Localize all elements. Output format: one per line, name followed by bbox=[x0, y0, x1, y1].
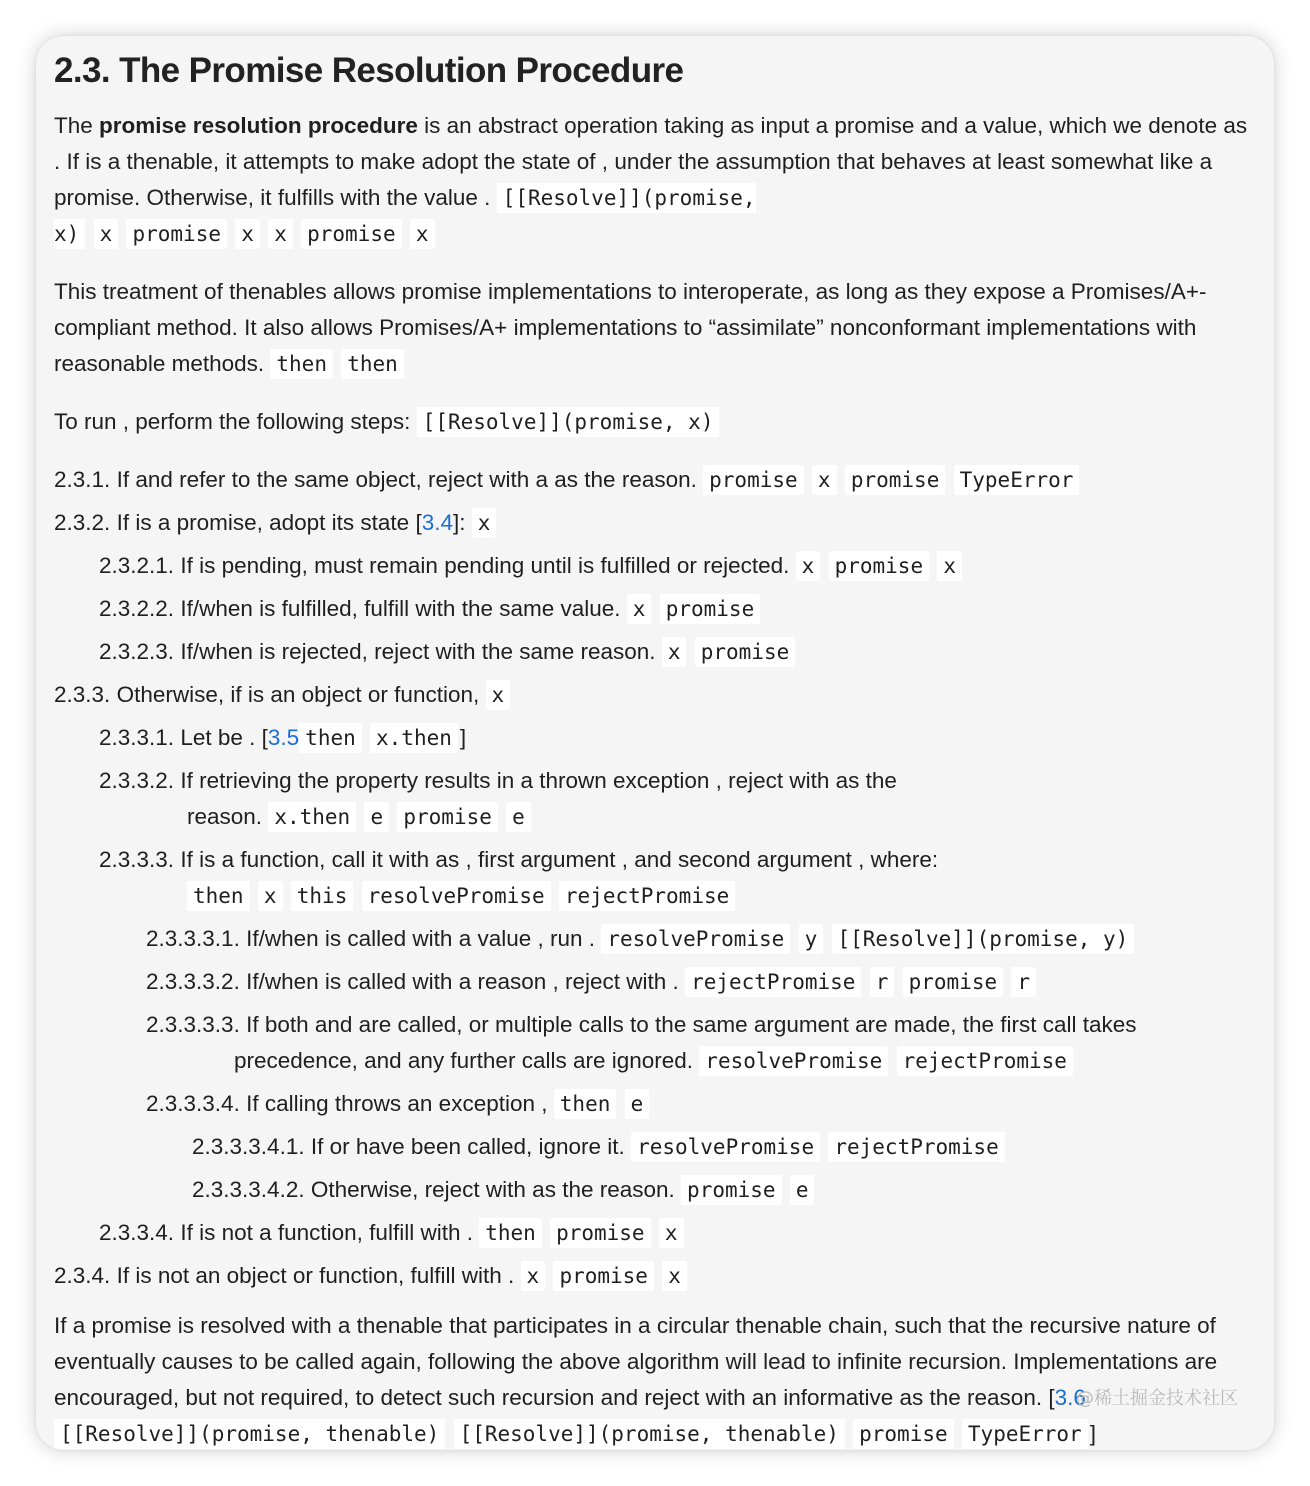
code-snippet: x.then bbox=[268, 802, 356, 832]
code-snippet: x bbox=[472, 508, 497, 538]
step-2-3-2-2 bbox=[99, 591, 1259, 627]
code-snippet: x bbox=[812, 465, 837, 495]
recursion-paragraph bbox=[54, 1308, 1259, 1450]
step-number: 2.3.3.1. bbox=[99, 725, 175, 750]
step-2-3-2 bbox=[54, 505, 1259, 541]
code-snippet: x.then bbox=[370, 723, 458, 753]
step-text: If/when is called with a value , run . bbox=[246, 926, 596, 951]
step-number: 2.3.3.3.4. bbox=[146, 1091, 240, 1116]
step-2-3-3-3-4-2 bbox=[192, 1172, 1259, 1208]
step-text: precedence, and any further calls are ignored. bbox=[234, 1048, 694, 1073]
step-text: If/when is rejected, reject with the same reason. bbox=[180, 639, 656, 664]
code-snippet: promise bbox=[845, 465, 946, 495]
code-snippet: e bbox=[364, 802, 389, 832]
thenables-text: This treatment of thenables allows promise implementations to interoperate, as long as they expose a Promises/A+-compliant method. It also allows Promises/A+ implementations to “assimilate” nonconformant implementations with reasonable methods. bbox=[54, 279, 1207, 376]
step-text: If retrieving the property results in a thrown exception , reject with as the bbox=[180, 768, 897, 793]
code-snippet: TypeError bbox=[962, 1419, 1088, 1449]
code-snippet: y bbox=[799, 924, 824, 954]
ref-link-3-6[interactable]: 3.6 bbox=[1054, 1385, 1086, 1410]
code-snippet: then bbox=[479, 1218, 542, 1248]
step-text: Let be . [ bbox=[180, 725, 268, 750]
step-text: Otherwise, if is an object or function, bbox=[116, 682, 480, 707]
step-number: 2.3.4. bbox=[54, 1263, 111, 1288]
code-snippet: promise bbox=[903, 967, 1004, 997]
code-snippet: resolvePromise bbox=[601, 924, 790, 954]
step-2-3-2-3 bbox=[99, 634, 1259, 670]
step-2-3-3-4 bbox=[99, 1215, 1259, 1251]
intro-text-1: The bbox=[54, 113, 100, 138]
step-number: 2.3.3.3. bbox=[99, 847, 175, 872]
intro-paragraph bbox=[54, 108, 1259, 252]
code-snippet: resolvePromise bbox=[631, 1132, 820, 1162]
code-snippet: promise bbox=[126, 219, 227, 249]
step-continuation bbox=[99, 799, 1259, 835]
code-snippet: then bbox=[187, 881, 250, 911]
step-text: ]: bbox=[452, 510, 466, 535]
step-text: If or have been called, ignore it. bbox=[310, 1134, 625, 1159]
step-number: 2.3.1. bbox=[54, 467, 111, 492]
code-snippet: [[Resolve]](promise, y) bbox=[832, 924, 1135, 954]
code-snippet: promise bbox=[695, 637, 796, 667]
code-snippet: r bbox=[1011, 967, 1036, 997]
recursion-text: If a promise is resolved with a thenable that participates in a circular thenable chain, such that the recursive nature of eventually causes to be called again, following the above algorithm will lead to infinite recursion. Implementations are encouraged, but not required, to detect such recursion and reject with an informative as the reason. [ bbox=[54, 1313, 1218, 1410]
step-2-3-3-3-1 bbox=[146, 921, 1259, 957]
code-snippet: promise bbox=[397, 802, 498, 832]
step-number: 2.3.3.3.1. bbox=[146, 926, 240, 951]
step-number: 2.3.3.3.4.2. bbox=[192, 1177, 305, 1202]
step-text: If and refer to the same object, reject with a as the reason. bbox=[116, 467, 697, 492]
step-number: 2.3.2.1. bbox=[99, 553, 175, 578]
code-snippet: then bbox=[341, 349, 404, 379]
code-snippet: rejectPromise bbox=[828, 1132, 1004, 1162]
step-text: If is not a function, fulfill with . bbox=[180, 1220, 473, 1245]
step-number: 2.3.3.3.4.1. bbox=[192, 1134, 305, 1159]
watermark: @稀土掘金技术社区 bbox=[1076, 1388, 1238, 1409]
code-snippet: promise bbox=[550, 1218, 651, 1248]
code-snippet: x bbox=[662, 637, 687, 667]
code-snippet: e bbox=[790, 1175, 815, 1205]
code-snippet: then bbox=[270, 349, 333, 379]
step-number: 2.3.3. bbox=[54, 682, 111, 707]
ref-link-3-5[interactable]: 3.5 bbox=[267, 725, 300, 750]
code-snippet: resolvePromise bbox=[362, 881, 551, 911]
step-2-3-2-1 bbox=[99, 548, 1259, 584]
step-text: Otherwise, reject with as the reason. bbox=[310, 1177, 675, 1202]
step-2-3-3-3 bbox=[99, 842, 1259, 914]
code-snippet: promise bbox=[853, 1419, 954, 1449]
code-snippet: x bbox=[258, 881, 283, 911]
code-snippet: rejectPromise bbox=[685, 967, 861, 997]
spec-content bbox=[54, 50, 1259, 1450]
step-number: 2.3.3.4. bbox=[99, 1220, 175, 1245]
code-snippet: promise bbox=[553, 1261, 654, 1291]
code-snippet: e bbox=[506, 802, 531, 832]
code-snippet: r bbox=[870, 967, 895, 997]
ref-link-3-4[interactable]: 3.4 bbox=[421, 510, 453, 535]
code-snippet: promise bbox=[703, 465, 804, 495]
step-number: 2.3.2. bbox=[54, 510, 111, 535]
step-number: 2.3.3.2. bbox=[99, 768, 175, 793]
code-snippet: this bbox=[291, 881, 354, 911]
code-snippet: rejectPromise bbox=[897, 1046, 1073, 1076]
step-2-3-3-3-2 bbox=[146, 964, 1259, 1000]
section-title: 2.3. The Promise Resolution Procedure bbox=[54, 51, 684, 90]
step-text: If is a promise, adopt its state [ bbox=[116, 510, 422, 535]
code-snippet: [[Resolve]](promise, x) bbox=[417, 407, 720, 437]
code-snippet: x bbox=[94, 219, 119, 249]
code-snippet: x bbox=[268, 219, 293, 249]
step-2-3-3-1 bbox=[99, 720, 1259, 756]
step-number: 2.3.3.3.2. bbox=[146, 969, 240, 994]
code-snippet: promise bbox=[301, 219, 402, 249]
step-number: 2.3.2.2. bbox=[99, 596, 175, 621]
recursion-end: ] bbox=[1089, 1421, 1096, 1446]
run-steps-text: To run , perform the following steps: bbox=[54, 409, 417, 434]
code-snippet: x bbox=[486, 680, 511, 710]
code-snippet: x bbox=[410, 219, 435, 249]
step-text: If/when is called with a reason , reject with . bbox=[246, 969, 679, 994]
code-snippet: x bbox=[796, 551, 821, 581]
run-steps-paragraph bbox=[54, 404, 1259, 440]
step-2-3-3-3-3 bbox=[146, 1007, 1259, 1079]
step-2-3-3-2 bbox=[99, 763, 1259, 835]
step-continuation bbox=[146, 1043, 1259, 1079]
step-2-3-3-3-4-1 bbox=[192, 1129, 1259, 1165]
code-snippet: x bbox=[627, 594, 652, 624]
step-2-3-1 bbox=[54, 462, 1259, 498]
intro-bold-term: promise resolution procedure bbox=[99, 113, 418, 138]
step-text: ] bbox=[459, 725, 467, 750]
code-snippet: e bbox=[625, 1089, 650, 1119]
step-text: If both and are called, or multiple calls to the same argument are made, the first call takes bbox=[246, 1012, 1137, 1037]
code-snippet: x bbox=[235, 219, 260, 249]
step-2-3-3 bbox=[54, 677, 1259, 713]
code-snippet: [[Resolve]](promise, thenable) bbox=[454, 1419, 845, 1449]
step-text: If is a function, call it with as , first argument , and second argument , where: bbox=[180, 847, 939, 872]
thenables-paragraph bbox=[54, 274, 1259, 382]
code-snippet: x bbox=[521, 1261, 546, 1291]
code-snippet: resolvePromise bbox=[699, 1046, 888, 1076]
step-continuation bbox=[99, 878, 1259, 914]
step-text: If/when is fulfilled, fulfill with the same value. bbox=[180, 596, 621, 621]
step-text: If is pending, must remain pending until is fulfilled or rejected. bbox=[180, 553, 790, 578]
code-snippet: [[Resolve]](promise, thenable) bbox=[54, 1419, 445, 1449]
code-snippet: [[Resolve]](promise, x) bbox=[54, 183, 756, 249]
code-snippet: x bbox=[937, 551, 962, 581]
intro-text-2: is an abstract operation taking as input a promise and a value, which we denote as . If is a thenable, it attempts to make adopt the state of , under the assumption that behaves at least somewhat like a promise. Otherwise, it fulfills with the value . bbox=[54, 113, 1248, 210]
step-text: If calling throws an exception , bbox=[246, 1091, 548, 1116]
code-snippet: then bbox=[554, 1089, 617, 1119]
step-text: If is not an object or function, fulfill with . bbox=[116, 1263, 515, 1288]
code-snippet: promise bbox=[660, 594, 761, 624]
step-2-3-3-3-4 bbox=[146, 1086, 1259, 1122]
code-snippet: x bbox=[662, 1261, 687, 1291]
code-snippet: promise bbox=[829, 551, 930, 581]
step-number: 2.3.3.3.3. bbox=[146, 1012, 240, 1037]
code-snippet: promise bbox=[681, 1175, 782, 1205]
code-snippet: then bbox=[299, 723, 362, 753]
code-snippet: TypeError bbox=[954, 465, 1080, 495]
code-snippet: rejectPromise bbox=[559, 881, 735, 911]
step-2-3-4 bbox=[54, 1258, 1259, 1294]
step-text: reason. bbox=[187, 804, 263, 829]
code-snippet: x bbox=[659, 1218, 684, 1248]
step-number: 2.3.2.3. bbox=[99, 639, 175, 664]
spec-card bbox=[36, 36, 1274, 1450]
